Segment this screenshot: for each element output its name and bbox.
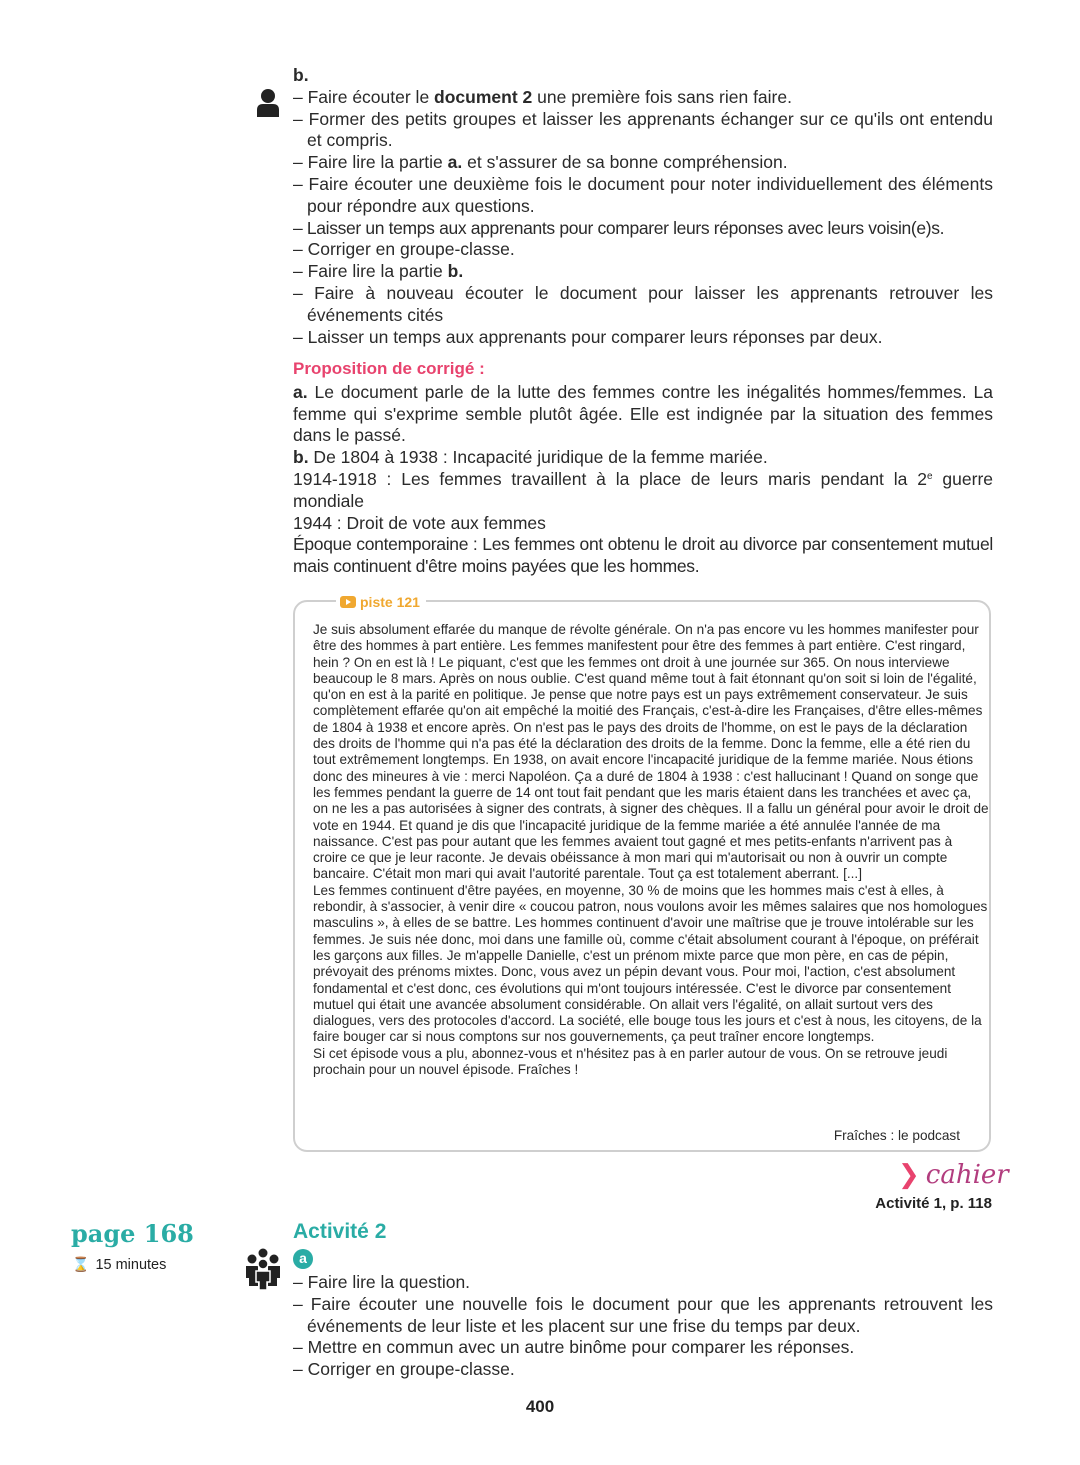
transcript-paragraph: Je suis absolument effarée du manque de révolte générale. On n'a pas encore vu les hommes manifester pour être des hommes à part entière. Les femmes manifestent pour être des femmes à part entière. C'est ringard, hein ? On en est là ! Le piquant, c'est que les femmes ont droit à une journée sur 365. On nous interviewe beaucoup le 8 mars. Après on nous oublie. C'est quand même tout à fait étonnant qu'on soit si loin de l'égalité, qu'on en est à la parité en politique. Je pense que notre pays est un pays extrêmement conservateur. Je suis complètement effarée qu'on ait empêché la moitié des Français, c'est-à-dire les Françaises, d'être elles-mêmes de 1804 à 1938 et encore après. On n'est pas le pays des droits de l'homme, on est le pays de la déclaration des droits de l'homme qui n'a pas été la déclaration des droits de la femme. Donc la femme, elle a été rien du tout extrêmement longtemps. En 1938, on avait encore l'incapacité juridique de la femme mariée. Nous étions donc des mineures à vie : merci Napoléon. Ça a duré de 1804 à 1938 : c'est hallucinant ! Quand on songe que les femmes pendant la guerre de 14 ont tout fait pendant que les maris étaient dans les tranchées et avec ça, on ne les a pas autorisées à signer des contrats, à signer des chèques. Il a fallu un général pour avoir le droit de vote en 1944. Et quand je dis que l'incapacité juridique de la femme mariée a été annulée l'année de ma naissance. C'est pas pour autant que les femmes avaient tout gagné et mes petits-enfants n'arrivent pas à croire ce que je leur raconte. Je devais obéissance à mon mari qui m'autorisait ou non à ouvrir un compte bancaire. C'était mon mari qui avait l'autorité parentale. Tout ça est totalement aberrant. [...] [313,622,989,882]
transcript-source: Fraîches : le podcast [833,1128,960,1143]
person-icon [256,88,280,118]
section-b [293,65,993,348]
correction-section [293,358,993,578]
correction-title: Proposition de corrigé : [293,359,485,378]
step-item: – Corriger en groupe-classe. [293,239,515,260]
audio-track-label[interactable]: piste 121 [336,594,426,610]
step-badge-a: a [293,1249,313,1269]
step-item: – Laisser un temps aux apprenants pour comparer leurs réponses par deux. [293,326,883,347]
cahier-link[interactable]: ❯ cahier [898,1160,1009,1190]
step-item: – Faire lire la partie b. [293,261,464,282]
cahier-reference: Activité 1, p. 118 [875,1195,992,1212]
correction-a: a. Le document parle de la lutte des femmes contre les inégalités hommes/femmes. La femme qui s'exprime semble plutôt âgée. Elle est indignée par la situation des femmes dans le passé. [293,381,993,446]
step-item: – Faire écouter le document 2 une première fois sans rien faire. [293,86,792,107]
step-item: – Laisser un temps aux apprenants pour comparer leurs réponses avec leurs voisin(e)s. [293,217,945,238]
correction-b-line3: 1944 : Droit de vote aux femmes [293,512,546,533]
correction-b: b. De 1804 à 1938 : Incapacité juridique de la femme mariée. [293,447,768,468]
activity2-steps [293,1272,993,1381]
step-item: – Faire lire la partie a. et s'assurer de sa bonne compréhension. [293,152,788,173]
duration: ⌛ 15 minutes [72,1256,167,1273]
activity-title: Activité 2 [293,1220,387,1243]
step-item: – Mettre en commun avec un autre binôme pour comparer les réponses. [293,1337,855,1358]
correction-b-line4: Époque contemporaine : Les femmes ont obtenu le droit au divorce par consentement mutuel mais continuent d'être moins payées que les hommes. [293,534,993,577]
correction-b-line2: 1914-1918 : Les femmes travaillent à la place de leurs maris pendant la 2e guerre mondiale [293,468,994,511]
section-b-label: b. [293,65,309,85]
page-number: 400 [525,1397,555,1416]
step-item: – Corriger en groupe-classe. [293,1359,515,1380]
group-icon [246,1248,280,1290]
transcript-text [313,622,989,1078]
step-item: – Faire lire la question. [293,1272,471,1292]
transcript-paragraph: Si cet épisode vous a plu, abonnez-vous et n'hésitez pas à en parler autour de vous. On se retrouve jeudi prochain pour un nouvel épisode. Fraîches ! [313,1045,948,1078]
step-item: – Faire écouter une nouvelle fois le document pour que les apprenants retrouvent les événements de leur liste et les placent sur une frise du temps par deux. [293,1293,993,1336]
step-item: – Faire à nouveau écouter le document pour laisser les apprenants retrouver les événements cités [293,282,993,325]
transcript-paragraph: Les femmes continuent d'être payées, en moyenne, 30 % de moins que les hommes mais c'est à elles, à rebondir, à s'associer, à venir dire « coucou patron, nous voulons avoir les mêmes salaires que nos homologues masculins », à elles de se battre. Les hommes continuent d'avoir une maîtrise que je trouve intolérable sur les femmes. Je suis née donc, moi dans une famille où, comme c'était absolument courant à l'époque, on préférait les garçons aux filles. Je m'appelle Danielle, c'est un prénom mixte parce que mon père, en cas de pépin, prévoyait des prénoms mixtes. Donc, vous avez un pépin devant vous. Pour moi, l'action, c'est absolument fondamental et c'est donc, ces évolutions qui m'ont toujours intéressée. C'est le divorce par consentement mutuel qui était une avancée absolument considérable. On allait vers l'égalité, on allait surtout vers des dialogues, vers des protocoles d'accord. La société, elle bouge tous les jours et c'est à nous, les citoyens, de la faire bouger car si nous comptons sur nos gouvernements, ça peut traîner encore longtemps. [313,882,988,1045]
page-reference: page 168 [71,1219,194,1248]
hourglass-icon: ⌛ [72,1256,90,1272]
step-item: – Faire écouter une deuxième fois le document pour noter individuellement des éléments pour répondre aux questions. [293,173,993,216]
chevron-right-icon: ❯ [898,1160,920,1190]
play-icon[interactable] [340,596,356,608]
step-item: – Former des petits groupes et laisser les apprenants échanger sur ce qu'ils ont entendu et compris. [293,108,993,151]
